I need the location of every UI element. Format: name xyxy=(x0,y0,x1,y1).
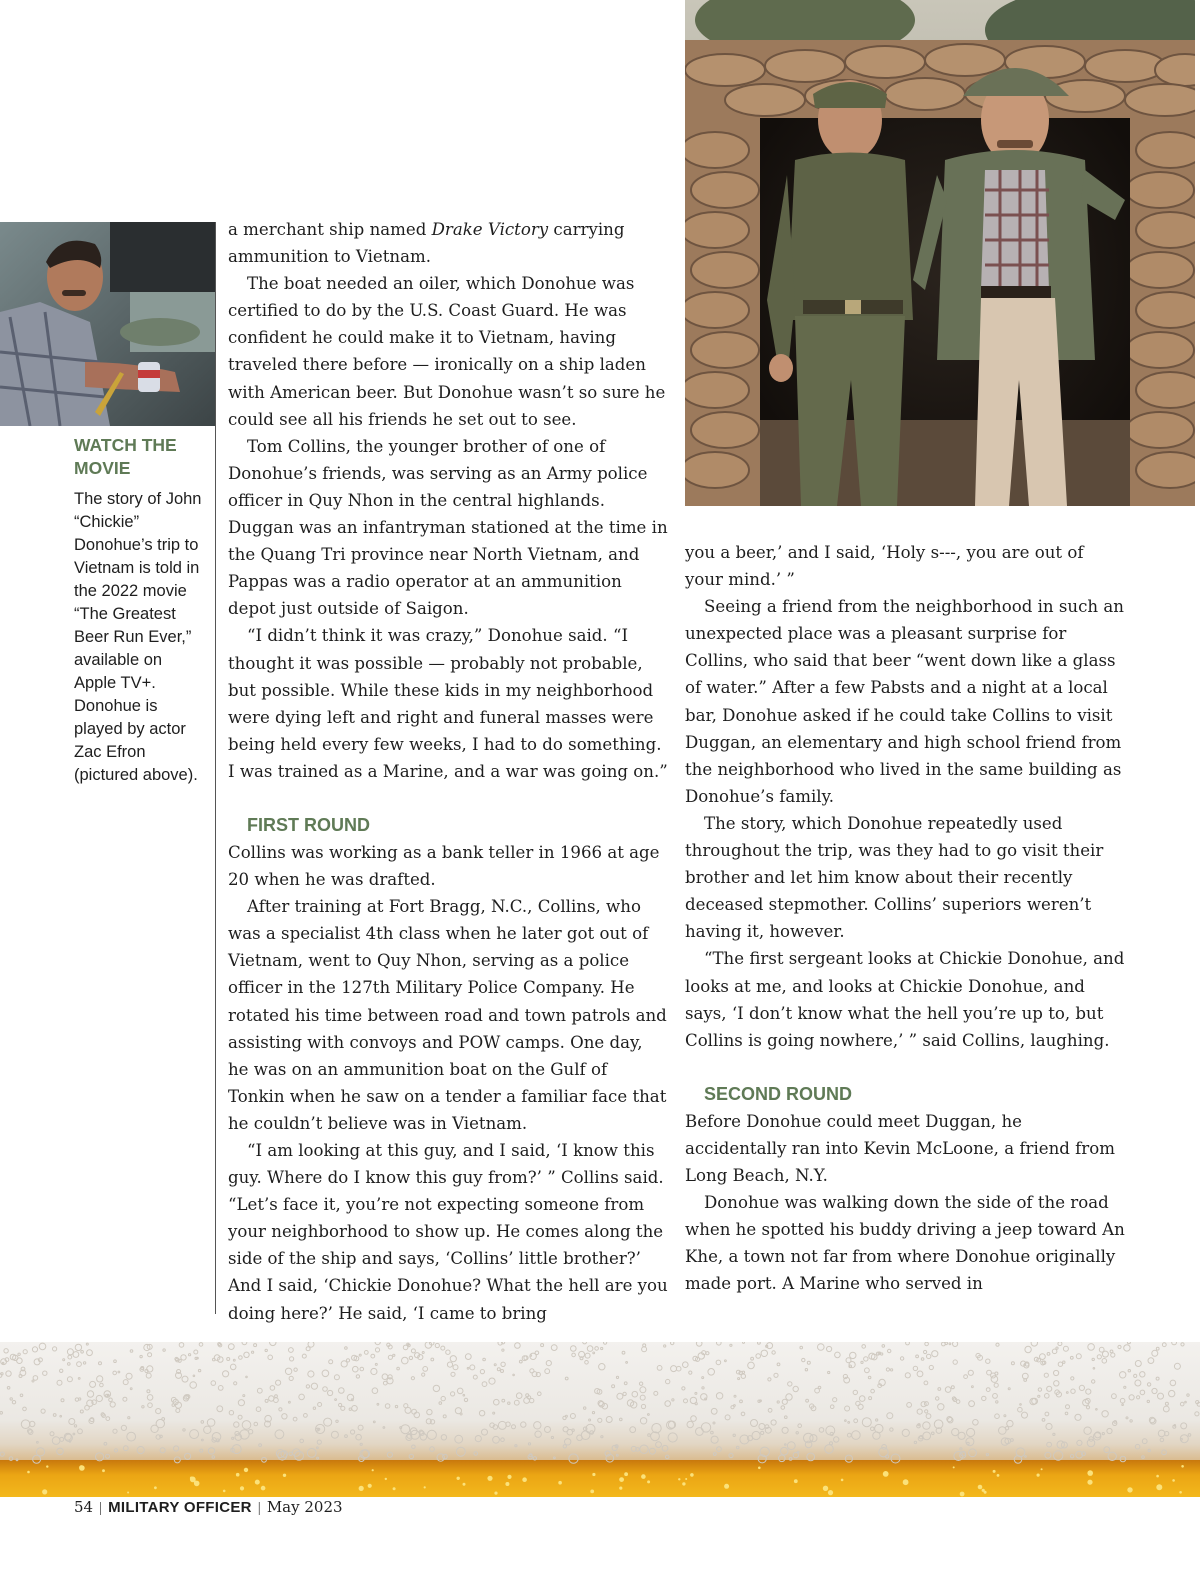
paragraph: After training at Fort Bragg, N.C., Collins, who was a specialist 4th class when he later got out of Vietnam, went to Quy Nhon, serving as a police officer in the 127th Military Police Company. He rotated his time between road and town patrols and assisting with convoys and POW camps. One day, he was on an ammunition boat on the Gulf of Tonkin when he saw on a tender a familiar face that he couldn’t believe was in Vietnam. xyxy=(228,897,667,1133)
beer-bubble xyxy=(978,1485,983,1490)
beer-bubble xyxy=(368,1484,372,1488)
paragraph: Seeing a friend from the neighborhood in such an unexpected place was a pleasant surprise for Collins, who said that beer “went down like a glass of water.” After a few Pabsts and a night at a local bar, Donohue asked if he could take Collins to visit Duggan, an elementary and high school friend from the neighborhood who lived in the same building as Donohue’s family. xyxy=(685,597,1124,806)
beer-bubble xyxy=(1156,1484,1162,1490)
beer-bubble xyxy=(46,1465,48,1467)
beer-bubble xyxy=(255,1480,260,1485)
beer-bubble xyxy=(393,1487,396,1490)
sidebar-caption xyxy=(74,434,206,787)
beer-bubble xyxy=(424,1486,426,1488)
beer-bubble xyxy=(758,1467,761,1470)
beer-foam-band xyxy=(0,1342,1200,1497)
beer-bubble xyxy=(27,1471,30,1474)
actor-photo-icon xyxy=(0,222,216,426)
paragraph: “The first sergeant looks at Chickie Donohue, and looks at me, and looks at Chickie Donohue, and says, ‘I don’t know what the hell you’re up to, but Collins is going nowhere,’ ” said Collins, laughing. xyxy=(685,949,1125,1050)
paragraph: The story, which Donohue repeatedly used throughout the trip, was they had to go visit their brother and let him know about their recently deceased stepmother. Collins’ superiors weren’t having it, however. xyxy=(685,813,1104,942)
main-photo xyxy=(685,0,1195,506)
beer-bubble xyxy=(42,1489,47,1494)
beer-bubble xyxy=(1127,1487,1132,1492)
beer-bubble xyxy=(261,1486,266,1491)
beer-bubble xyxy=(1088,1481,1090,1483)
paragraph: Before Donohue could meet Duggan, he accidentally ran into Kevin McLoone, a friend from Long Beach, N.Y. xyxy=(685,1111,1115,1185)
beer-bubble xyxy=(619,1477,624,1482)
paragraph: “I am looking at this guy, and I said, ‘I know this guy. Where do I know this guy from?’ ” Collins said. “Let’s face it, you’re not expecting someone from your neighborhood to show up. He comes along the side of the ship and says, ‘Collins’ little brother?’ And I said, ‘Chickie Donohue? What the hell are you doing here?’ He said, ‘I came to bring xyxy=(228,1141,668,1323)
beer-bubble xyxy=(494,1492,497,1495)
sidebar-photo xyxy=(0,222,216,426)
beer-bubble xyxy=(558,1481,562,1485)
footer-separator: | xyxy=(257,1500,261,1516)
beer-bubble xyxy=(590,1490,594,1494)
paragraph: “I didn’t think it was crazy,” Donohue said. “I thought it was possible — probably not probable, but possible. While these kids in my neighborhood were dying left and right and funeral masses were being held every few weeks, I had to do something. I was trained as a Marine, and a war was going on.” xyxy=(228,626,668,781)
beer-bubble xyxy=(244,1468,248,1472)
beer-bubble xyxy=(372,1469,374,1471)
beer-bubble xyxy=(522,1477,527,1482)
column-divider xyxy=(215,222,216,1314)
article-column-2 xyxy=(685,539,1125,1297)
beer-bubble xyxy=(1179,1491,1182,1494)
beer-bubble xyxy=(79,1465,85,1471)
beer-bubble xyxy=(194,1481,200,1487)
beer-bubble xyxy=(641,1474,646,1479)
page-footer xyxy=(74,1498,343,1517)
beer-bubble xyxy=(487,1476,492,1481)
beer-bubble xyxy=(997,1474,1000,1477)
beer-bubble xyxy=(682,1482,685,1485)
beer-foam-icon xyxy=(0,1342,1200,1497)
beer-bubble xyxy=(223,1490,226,1493)
paragraph-text: a merchant ship named xyxy=(228,220,432,239)
beer-bubble xyxy=(507,1475,511,1479)
beer-bubble xyxy=(359,1486,364,1491)
beer-bubble xyxy=(102,1469,105,1472)
two-soldiers-bunker-photo-icon xyxy=(685,0,1195,506)
beer-bubble xyxy=(154,1486,157,1489)
beer-bubble xyxy=(1041,1468,1043,1470)
beer-bubble xyxy=(457,1477,460,1480)
beer-bubble xyxy=(883,1471,889,1477)
beer-bubble xyxy=(690,1473,694,1477)
beer-bubble xyxy=(1087,1470,1093,1476)
beer-bubble xyxy=(385,1478,387,1480)
section-heading-second-round: SECOND ROUND xyxy=(704,1083,853,1104)
footer-separator: | xyxy=(99,1500,103,1516)
beer-bubble xyxy=(1156,1475,1159,1478)
section-heading-first-round: FIRST ROUND xyxy=(247,814,370,835)
beer-bubble xyxy=(828,1490,833,1495)
issue-date: May 2023 xyxy=(266,1498,343,1516)
beer-bubble xyxy=(678,1478,680,1480)
beer-bubble xyxy=(624,1472,628,1476)
beer-bubble xyxy=(960,1492,965,1497)
paragraph xyxy=(228,216,668,270)
article-column-1 xyxy=(228,216,668,1327)
beer-bubble xyxy=(984,1491,987,1494)
paragraph: Tom Collins, the younger brother of one of Donohue’s friends, was serving as an Army police officer in Quy Nhon in the central highlands. Duggan was an infantryman stationed at the time in the Quang Tri province near North Vietnam, and Pappas was a radio operator at an ammunition depot just outside of Saigon. xyxy=(228,436,668,619)
beer-bubble xyxy=(823,1486,828,1491)
beer-bubble xyxy=(685,1478,687,1480)
magazine-name: MILITARY OFFICER xyxy=(108,1499,252,1516)
sidebar-heading: WATCH THE MOVIE xyxy=(74,435,177,478)
beer-bubble xyxy=(794,1479,798,1483)
beer-bubble xyxy=(647,1480,650,1483)
beer-bubble xyxy=(1037,1474,1040,1477)
beer-bubble xyxy=(724,1484,729,1489)
sidebar-body: The story of John “Chickie” Donohue’s trip to Vietnam is told in the 2022 movie “The Greatest Beer Run Ever,” available on Apple TV+. Donohue is played by actor Zac Efron (pictured above). xyxy=(74,490,202,784)
beer-bubble xyxy=(505,1482,509,1486)
page-number: 54 xyxy=(74,1498,94,1516)
paragraph: Donohue was walking down the side of the road when he spotted his buddy driving a jeep toward An Khe, a town not far from where Donohue originally made port. A Marine who served in xyxy=(685,1193,1125,1294)
beer-bubble xyxy=(841,1479,844,1482)
beer-bubble xyxy=(283,1474,286,1477)
paragraph: you a beer,’ and I said, ‘Holy s---, you are out of your mind.’ ” xyxy=(685,543,1084,590)
beer-bubble xyxy=(619,1487,622,1490)
beer-bubble xyxy=(592,1473,595,1476)
beer-bubble xyxy=(1172,1479,1175,1482)
paragraph-text: carrying ammunition to Vietnam. xyxy=(228,220,625,267)
paragraph: The boat needed an oiler, which Donohue was certified to do by the U.S. Coast Guard. He was confident he could make it to Vietnam, having traveled there before — ironically on a ship laden with American beer. But Donohue wasn’t so sure he could see all his friends he set out to see. xyxy=(228,274,666,429)
beer-bubble xyxy=(953,1466,955,1468)
beer-bubble xyxy=(903,1479,909,1485)
beer-bubble xyxy=(236,1473,240,1477)
beer-bubble xyxy=(463,1483,466,1486)
beer-bubble xyxy=(127,1492,129,1494)
beer-bubble xyxy=(993,1470,996,1473)
beer-bubble xyxy=(240,1486,244,1490)
paragraph: Collins was working as a bank teller in 1966 at age 20 when he was drafted. xyxy=(228,842,660,890)
ship-name: Drake Victory xyxy=(431,220,549,239)
beer-bubble xyxy=(1181,1465,1184,1468)
